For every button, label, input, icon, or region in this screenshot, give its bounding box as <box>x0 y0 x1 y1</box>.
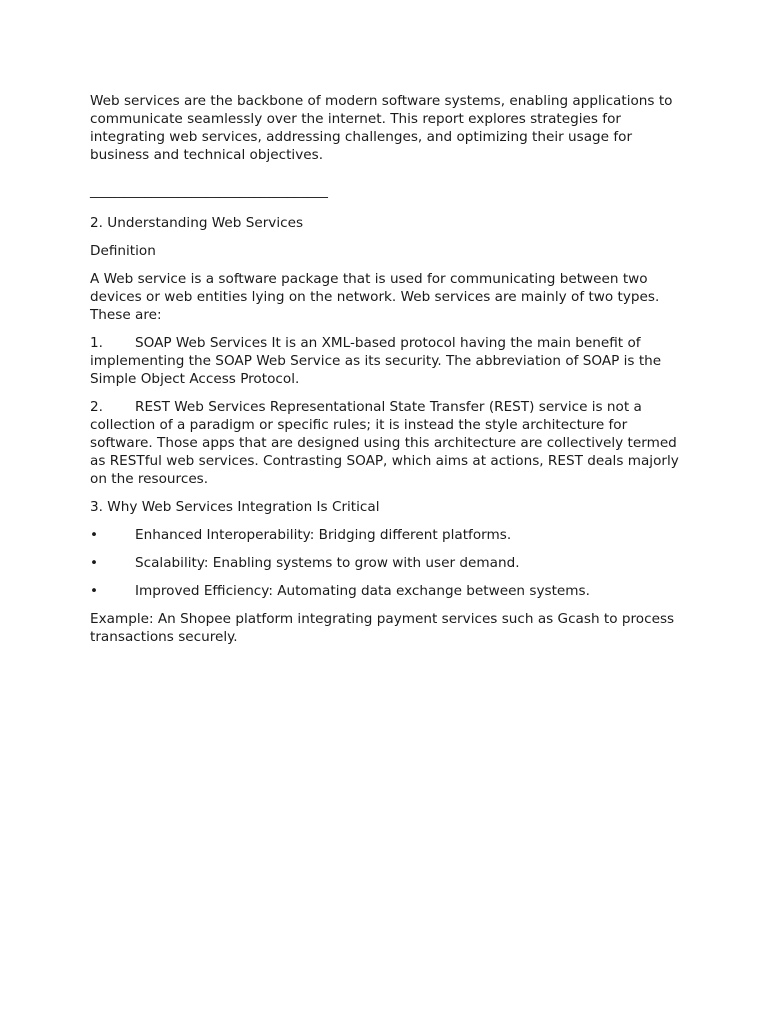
bullet-item-efficiency <box>90 582 680 600</box>
bullet-icon: • <box>90 583 99 599</box>
bullet-text: Improved Efficiency: Automating data exchange between systems. <box>135 583 590 599</box>
list-number: 2. <box>90 399 103 415</box>
bullet-icon: • <box>90 555 99 571</box>
numbered-item-rest <box>90 398 680 488</box>
definition-paragraph: A Web service is a software package that is used for communicating between two devices or web entities lying on the network. Web services are mainly of two types. These are: <box>90 271 660 323</box>
bullet-item-scalability <box>90 554 680 572</box>
document-body <box>90 92 680 656</box>
section-heading-understanding: 2. Understanding Web Services <box>90 215 304 231</box>
list-number: 1. <box>90 335 103 351</box>
bullet-text: Enhanced Interoperability: Bridging different platforms. <box>135 527 512 543</box>
numbered-item-text: SOAP Web Services It is an XML-based protocol having the main benefit of implementing the SOAP Web Service as its security. The abbreviation of SOAP is the Simple Object Access Protocol. <box>90 335 662 387</box>
definition-label: Definition <box>90 243 156 259</box>
intro-paragraph: Web services are the backbone of modern software systems, enabling applications to communicate seamlessly over the internet. This report explores strategies for integrating web services, addressing challenges, and optimizing their usage for business and technical objectives. <box>90 93 673 163</box>
example-paragraph: Example: An Shopee platform integrating payment services such as Gcash to process transactions securely. <box>90 611 675 645</box>
separator-line: ___________________________________ <box>90 183 328 199</box>
bullet-item-interoperability <box>90 526 680 544</box>
numbered-item-text: REST Web Services Representational State Transfer (REST) service is not a collection of a paradigm or specific rules; it is instead the style architecture for software. Those apps that are designed using this architecture are collectively termed as RESTful web services. Contrasting SOAP, which aims at actions, REST deals majorly on the resources. <box>90 399 679 487</box>
bullet-icon: • <box>90 527 99 543</box>
section-heading-integration: 3. Why Web Services Integration Is Critical <box>90 499 380 515</box>
bullet-text: Scalability: Enabling systems to grow with user demand. <box>135 555 520 571</box>
numbered-item-soap <box>90 334 680 388</box>
